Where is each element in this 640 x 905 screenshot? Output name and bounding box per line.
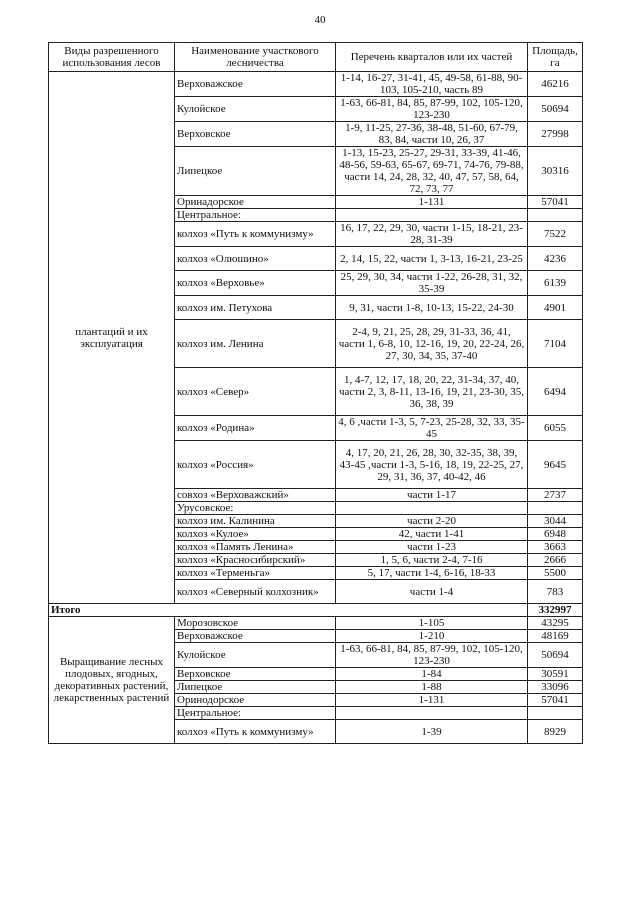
area-cell: 6139 <box>528 271 583 296</box>
district-cell: Верховажское <box>175 630 336 643</box>
district-cell: колхоз «Кулое» <box>175 528 336 541</box>
quarters-cell: 42, части 1-41 <box>336 528 528 541</box>
quarters-cell: 4, 17, 20, 21, 26, 28, 30, 32-35, 38, 39, 43-45 ,части 1-3, 5-16, 18, 19, 22-25, 27, 29, 31, 36, 37, 40-42, 46 <box>336 441 528 489</box>
area-cell: 3663 <box>528 541 583 554</box>
quarters-cell: части 1-23 <box>336 541 528 554</box>
area-cell <box>528 209 583 222</box>
district-cell: колхоз «Верховье» <box>175 271 336 296</box>
district-cell: Кулойское <box>175 97 336 122</box>
quarters-cell: части 1-17 <box>336 489 528 502</box>
area-cell: 57041 <box>528 694 583 707</box>
area-cell <box>528 502 583 515</box>
district-cell: колхоз им. Петухова <box>175 296 336 320</box>
district-cell: колхоз «Россия» <box>175 441 336 489</box>
use-type-cell: плантаций и их эксплуатация <box>49 72 175 604</box>
area-cell: 48169 <box>528 630 583 643</box>
quarters-cell <box>336 502 528 515</box>
quarters-cell <box>336 707 528 720</box>
district-cell: Кулойское <box>175 643 336 668</box>
area-cell: 57041 <box>528 196 583 209</box>
quarters-cell: 5, 17, части 1-4, 6-16, 18-33 <box>336 567 528 580</box>
area-cell: 50694 <box>528 643 583 668</box>
district-cell: Оринодорское <box>175 694 336 707</box>
area-cell: 50694 <box>528 97 583 122</box>
district-cell: колхоз «Родина» <box>175 416 336 441</box>
district-cell: Центральное: <box>175 707 336 720</box>
district-cell: Урусовское: <box>175 502 336 515</box>
area-cell: 4901 <box>528 296 583 320</box>
header-area: Площадь, га <box>528 43 583 72</box>
district-cell: колхоз «Север» <box>175 368 336 416</box>
district-cell: Морозовское <box>175 617 336 630</box>
district-cell: колхоз «Терменьга» <box>175 567 336 580</box>
area-cell: 2666 <box>528 554 583 567</box>
area-cell: 43295 <box>528 617 583 630</box>
quarters-cell: 25, 29, 30, 34, части 1-22, 26-28, 31, 32, 35-39 <box>336 271 528 296</box>
area-cell: 2737 <box>528 489 583 502</box>
district-cell: Верховажское <box>175 72 336 97</box>
table-row <box>49 617 583 630</box>
quarters-cell: части 1-4 <box>336 580 528 604</box>
use-type-cell: Выращивание лесных плодовых, ягодных, декоративных растений, лекарственных растений <box>49 617 175 744</box>
quarters-cell: части 2-20 <box>336 515 528 528</box>
area-cell: 7522 <box>528 222 583 247</box>
area-cell: 27998 <box>528 122 583 147</box>
quarters-cell: 16, 17, 22, 29, 30, части 1-15, 18-21, 23-28, 31-39 <box>336 222 528 247</box>
header-quarters: Перечень кварталов или их частей <box>336 43 528 72</box>
quarters-cell: 1-105 <box>336 617 528 630</box>
quarters-cell: 1-63, 66-81, 84, 85, 87-99, 102, 105-120, 123-230 <box>336 643 528 668</box>
district-cell: Липецкое <box>175 681 336 694</box>
area-cell: 4236 <box>528 247 583 271</box>
quarters-cell <box>336 209 528 222</box>
quarters-cell: 4, 6 ,части 1-3, 5, 7-23, 25-28, 32, 33, 35-45 <box>336 416 528 441</box>
table-row <box>49 72 583 97</box>
district-cell: колхоз им. Ленина <box>175 320 336 368</box>
area-cell: 6055 <box>528 416 583 441</box>
district-cell: колхоз «Олюшино» <box>175 247 336 271</box>
quarters-cell: 9, 31, части 1-8, 10-13, 15-22, 24-30 <box>336 296 528 320</box>
quarters-cell: 1-13, 15-23, 25-27, 29-31, 33-39, 41-46, 48-56, 59-63, 65-67, 69-71, 74-76, 79-88, части 14, 24, 28, 32, 40, 47, 57, 58, 64, 72, 73, 77 <box>336 147 528 196</box>
quarters-cell: 1, 4-7, 12, 17, 18, 20, 22, 31-34, 37, 40, части 2, 3, 8-11, 13-16, 19, 21, 23-30, 35, 36, 38, 39 <box>336 368 528 416</box>
area-cell: 33096 <box>528 681 583 694</box>
quarters-cell: 1-210 <box>336 630 528 643</box>
forest-use-table <box>48 42 583 744</box>
area-cell: 5500 <box>528 567 583 580</box>
quarters-cell: 1-39 <box>336 720 528 744</box>
header-row <box>49 43 583 72</box>
area-cell: 6494 <box>528 368 583 416</box>
area-cell: 9645 <box>528 441 583 489</box>
area-cell: 46216 <box>528 72 583 97</box>
quarters-cell: 2-4, 9, 21, 25, 28, 29, 31-33, 36, 41, части 1, 6-8, 10, 12-16, 19, 20, 22-24, 26, 27, 30, 34, 35, 37-40 <box>336 320 528 368</box>
district-cell: совхоз «Верховажский» <box>175 489 336 502</box>
total-area: 332997 <box>528 604 583 617</box>
header-use-type: Виды разрешенного использования лесов <box>49 43 175 72</box>
district-cell: Липецкое <box>175 147 336 196</box>
quarters-cell: 1-9, 11-25, 27-36, 38-48, 51-60, 67-79, 83, 84, части 10, 26, 37 <box>336 122 528 147</box>
district-cell: колхоз «Красносибирский» <box>175 554 336 567</box>
area-cell <box>528 707 583 720</box>
district-cell: Верховское <box>175 122 336 147</box>
quarters-cell: 1, 5, 6, части 2-4, 7-16 <box>336 554 528 567</box>
total-label: Итого <box>49 604 528 617</box>
header-district: Наименование участкового лесничества <box>175 43 336 72</box>
quarters-cell: 1-84 <box>336 668 528 681</box>
district-cell: колхоз им. Калинина <box>175 515 336 528</box>
quarters-cell: 1-131 <box>336 694 528 707</box>
quarters-cell: 1-63, 66-81, 84, 85, 87-99, 102, 105-120, 123-230 <box>336 97 528 122</box>
total-row <box>49 604 583 617</box>
district-cell: Центральное: <box>175 209 336 222</box>
area-cell: 6948 <box>528 528 583 541</box>
page-number: 40 <box>314 14 326 26</box>
quarters-cell: 2, 14, 15, 22, части 1, 3-13, 16-21, 23-25 <box>336 247 528 271</box>
district-cell: колхоз «Путь к коммунизму» <box>175 222 336 247</box>
area-cell: 783 <box>528 580 583 604</box>
quarters-cell: 1-14, 16-27, 31-41, 45, 49-58, 61-88, 90-103, 105-210, часть 89 <box>336 72 528 97</box>
district-cell: Оринадорское <box>175 196 336 209</box>
quarters-cell: 1-131 <box>336 196 528 209</box>
district-cell: колхоз «Память Ленина» <box>175 541 336 554</box>
area-cell: 7104 <box>528 320 583 368</box>
area-cell: 30591 <box>528 668 583 681</box>
quarters-cell: 1-88 <box>336 681 528 694</box>
area-cell: 30316 <box>528 147 583 196</box>
district-cell: колхоз «Путь к коммунизму» <box>175 720 336 744</box>
district-cell: Верховское <box>175 668 336 681</box>
area-cell: 3044 <box>528 515 583 528</box>
district-cell: колхоз «Северный колхозник» <box>175 580 336 604</box>
area-cell: 8929 <box>528 720 583 744</box>
